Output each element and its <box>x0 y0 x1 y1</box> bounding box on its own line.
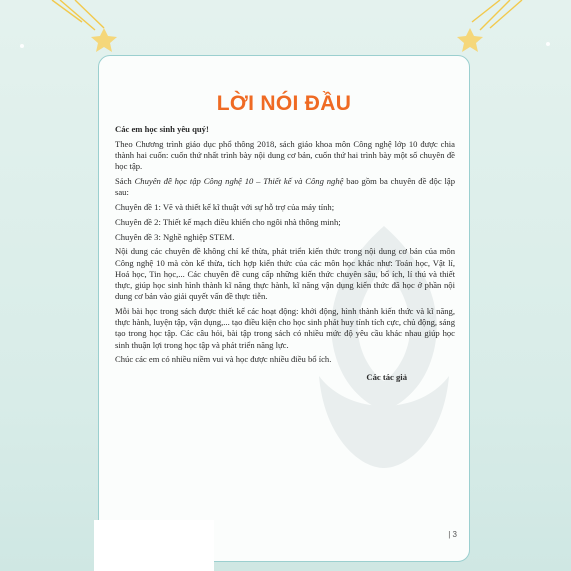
paragraph-2-suffix: bao gồm ba chuyên đề độc lập sau: <box>115 176 455 198</box>
paragraph-4: Mỗi bài học trong sách được thiết kế các hoạt động: khởi động, hình thành kiến thức và kĩ năng, thực hành, luyện tập, vận dụng,... tạo điều kiện cho học sinh phát huy tính tích cực, chủ động, sáng tạo trong học tập. Các câu hỏi, bài tập trong sách có nhiều mức độ yêu cầu khác nhau giúp học sinh thuận lợi trong học tập và phát triển năng lực. <box>115 306 455 350</box>
page-number: | 3 <box>448 530 457 539</box>
paragraph-3: Nội dung các chuyên đề không chỉ kế thừa, phát triển kiến thức trong nội dung cơ bản của môn Công nghệ 10 mà còn kế thừa, tích hợp kiến thức của các môn học khác như: Toán học, Vật lí, Hoá học, Tin học,... Các chuyên đề cung cấp những kiến thức chuyên sâu, bổ ích, lí thú và thiết thực, giúp học sinh hình thành kĩ năng thực hành, kĩ năng vận dụng kiến thức đã học ở phần nội dung cơ bản vào giải quyết vấn đề thực tiễn. <box>115 246 455 302</box>
book-title: Chuyên đề học tập Công nghệ 10 – Thiết kế và Công nghệ <box>134 176 344 186</box>
greeting: Các em học sinh yêu quý! <box>115 124 209 134</box>
topic-item: Chuyên đề 1: Vẽ và thiết kế kĩ thuật với sự hỗ trợ của máy tính; <box>115 202 335 212</box>
signature: Các tác giả <box>366 371 407 382</box>
paragraph-2-prefix: Sách <box>115 176 135 186</box>
paragraph-1: Theo Chương trình giáo dục phổ thông 2018, sách giáo khoa môn Công nghệ lớp 10 được chia thành hai cuốn: cuốn thứ nhất trình bày nội dung cơ bản, cuốn thứ hai trình bày một số chuyên đề học tập. <box>115 138 455 172</box>
page-title: LỜI NÓI ĐẦU <box>216 92 352 115</box>
bottom-left-blank-area <box>94 520 214 571</box>
paragraph-5: Chúc các em có nhiều niềm vui và học được nhiều điều bổ ích. <box>115 354 332 365</box>
foreword-card <box>98 55 470 562</box>
foreword-body <box>115 124 455 386</box>
topic-item: Chuyên đề 2: Thiết kế mạch điều khiển cho ngôi nhà thông minh; <box>115 216 341 227</box>
topic-item: Chuyên đề 3: Nghề nghiệp STEM. <box>115 231 235 242</box>
paragraph-2 <box>115 176 455 198</box>
